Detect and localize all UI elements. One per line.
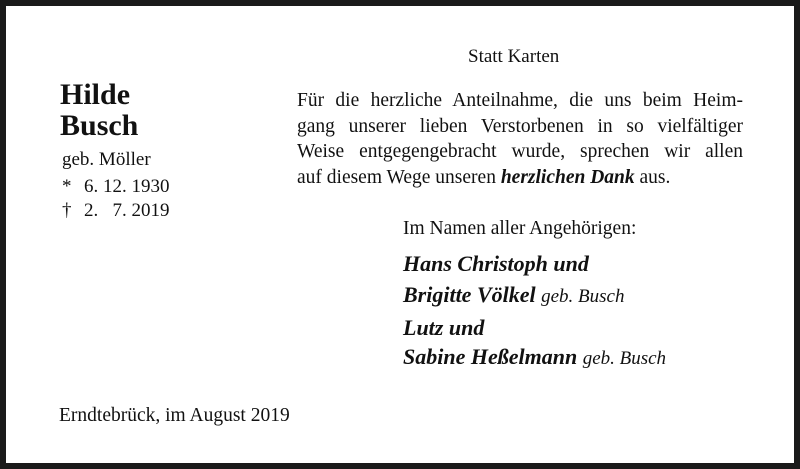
death-cross-symbol: † [62,200,72,221]
message-line: Für die herzliche Anteilnahme, die uns beim Heim- [297,90,743,111]
birth-date: 6. 12. 1930 [84,176,170,197]
mourner-birth-name: geb. Busch [541,286,625,307]
place-and-date: Erndtebrück, im August 2019 [59,405,290,426]
mourner-name: Hans Christoph und [403,251,589,276]
mourner-line [403,251,589,277]
signoff: Im Namen aller Angehörigen: [403,218,637,239]
mourner-name: Sabine Heßelmann [403,344,578,369]
message-text: aus. [634,166,671,188]
mourner-line [403,282,625,308]
mourner-line [403,344,666,370]
deceased-last-name: Busch [60,109,139,142]
birth-star-symbol: * [62,176,72,197]
thank-you-message [297,88,743,190]
deceased-birth-name: geb. Möller [62,149,151,170]
mourner-line [403,315,484,341]
deceased-first-name: Hilde [60,78,131,111]
mourner-birth-name: geb. Busch [582,348,667,369]
death-date: 2. 7. 2019 [84,200,170,221]
mourner-name: Lutz und [403,315,485,340]
mourner-name: Brigitte Völkel [403,282,536,307]
message-line: gang unserer lieben Verstorbenen in so vielfältiger [297,115,743,137]
death-date-line [62,200,170,222]
message-line [297,165,743,191]
notice-header: Statt Karten [468,46,560,67]
message-text: auf diesem Wege unseren [297,166,501,188]
message-line: Weise entgegengebracht wurde, sprechen wir allen [297,141,743,162]
birth-date-line [62,176,170,198]
message-emphasis: herzlichen Dank [500,166,635,188]
